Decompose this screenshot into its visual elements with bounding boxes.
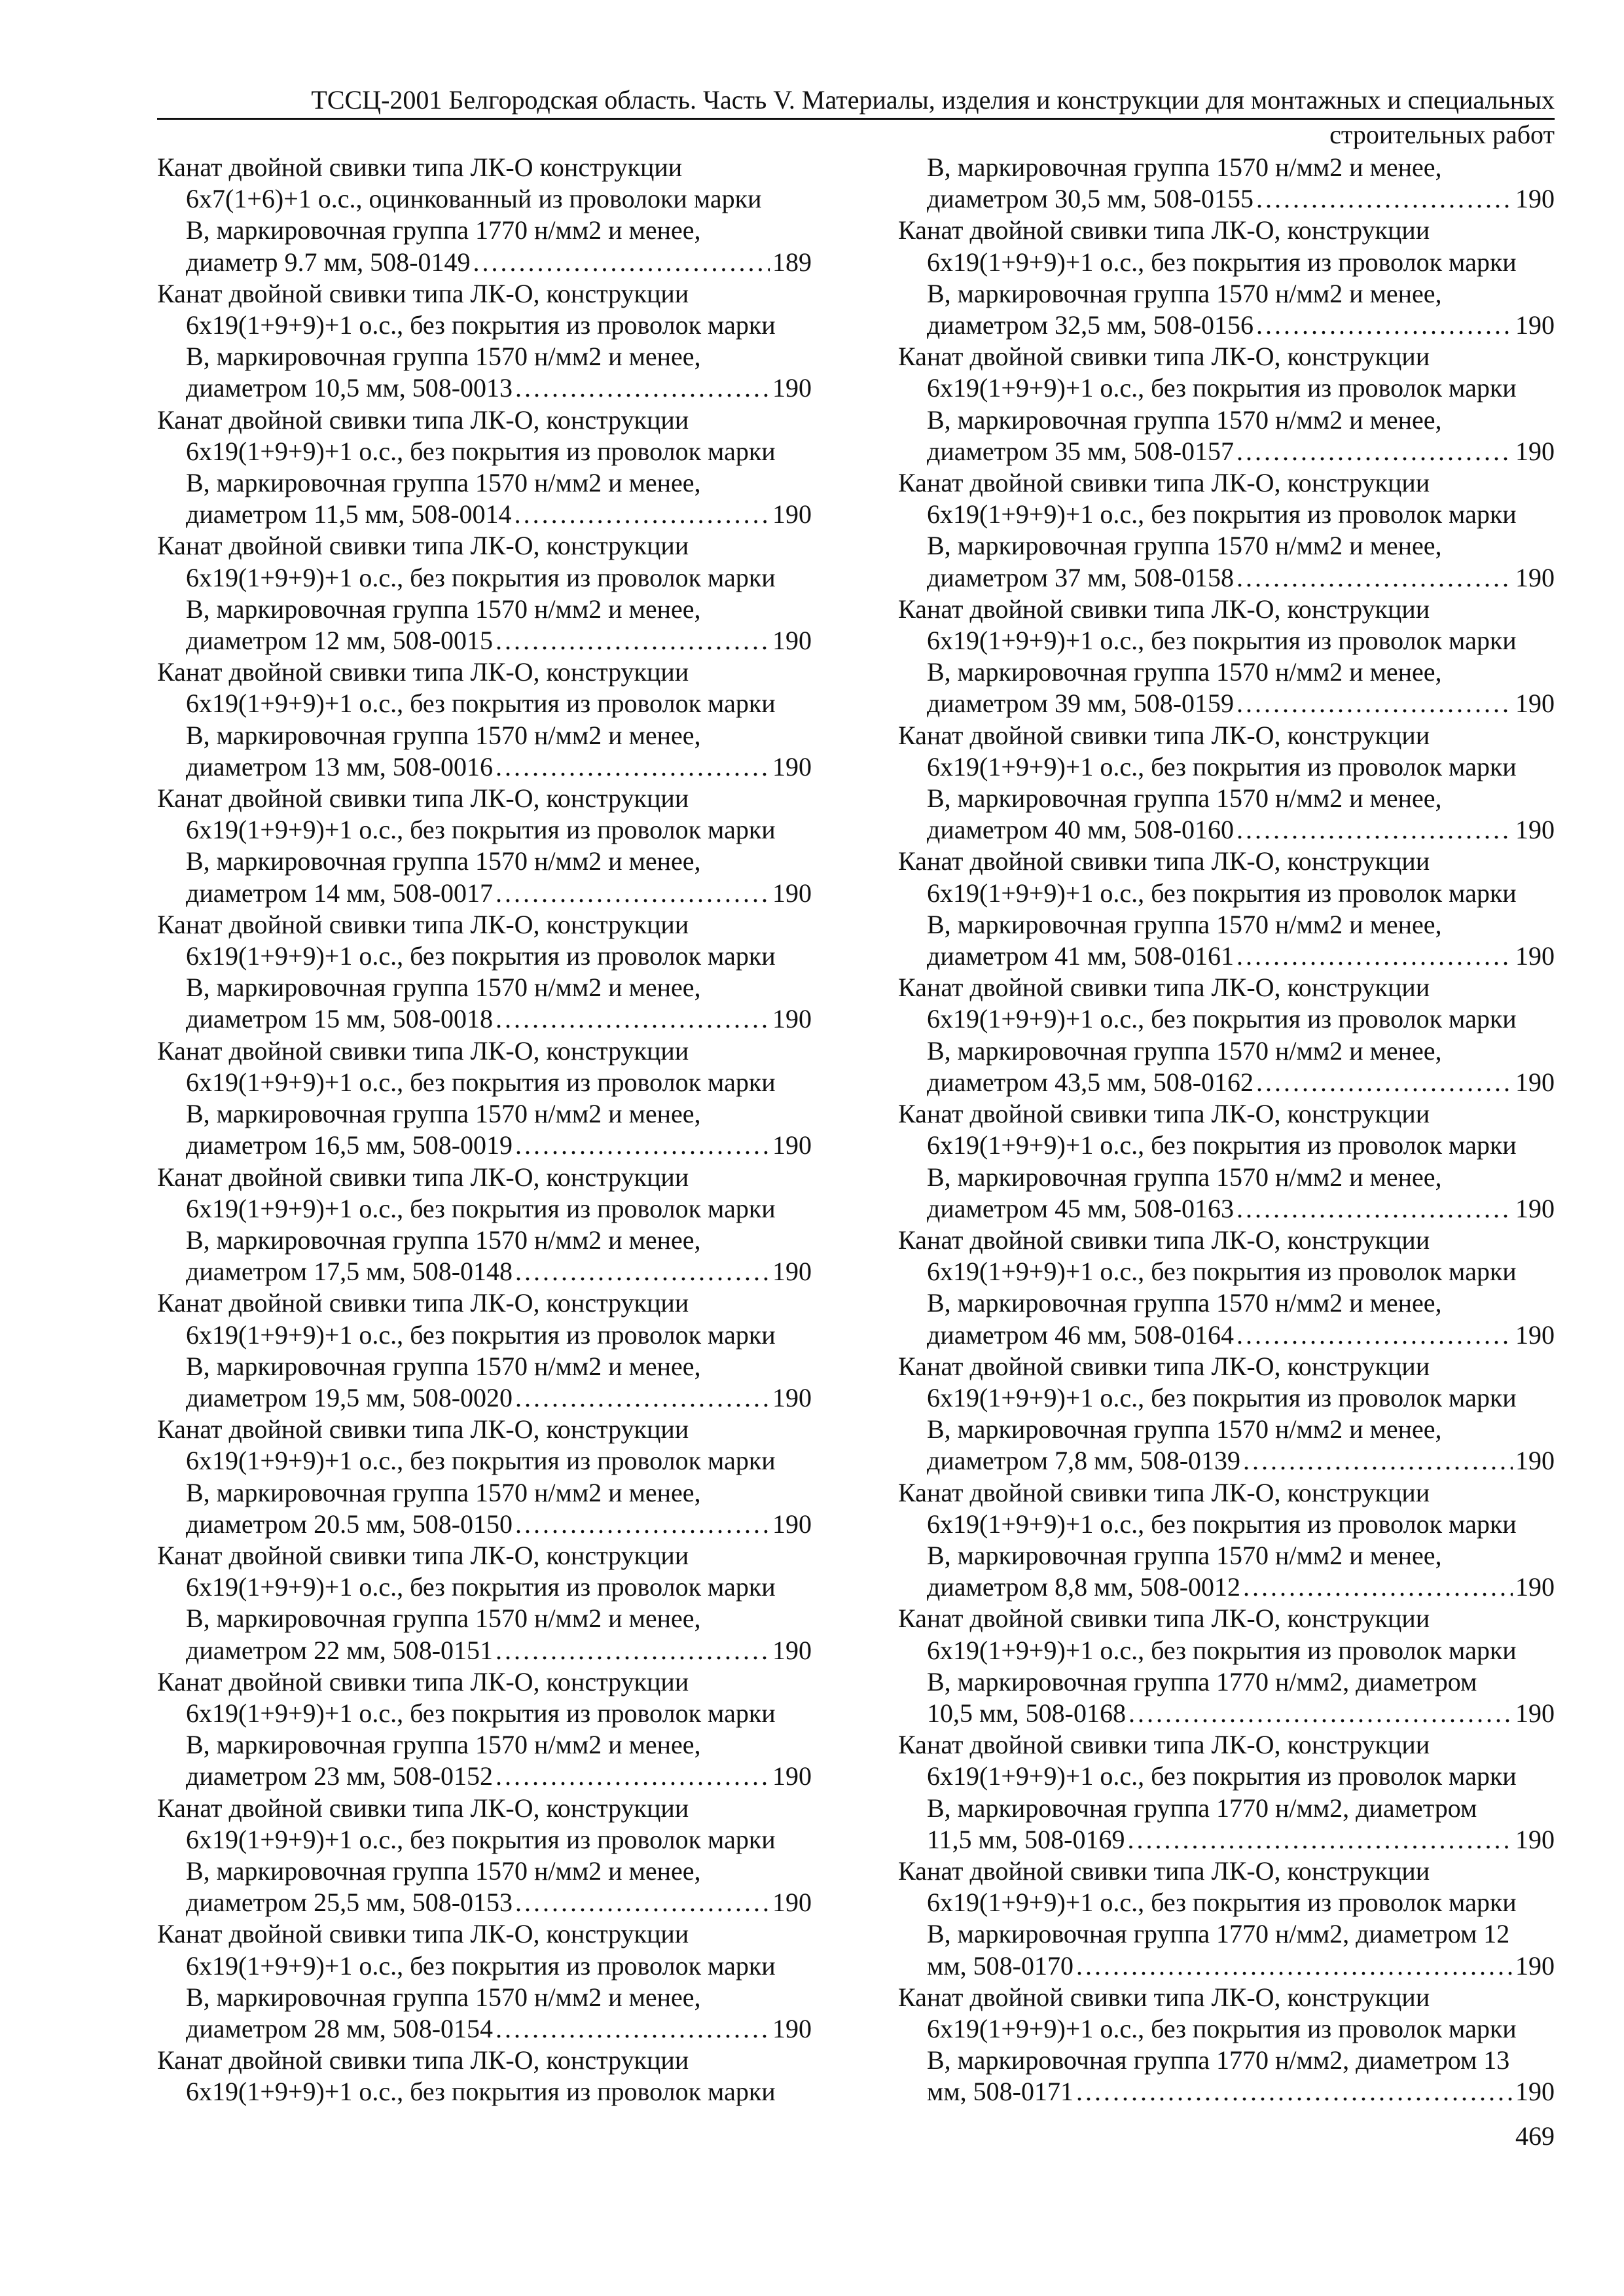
dot-leader: [496, 1761, 770, 1792]
dot-leader: [496, 625, 770, 656]
index-entry-tail-text: диаметром 16,5 мм, 508-0019: [186, 1130, 513, 1160]
index-column-right: [898, 152, 1555, 2108]
index-entry-first-line: Канат двойной свивки типа ЛК-О, конструкции: [157, 657, 689, 687]
header-title: ТССЦ-2001 Белгородская область. Часть V. Материалы, изделия и конструкции для монтажных и специальных: [311, 85, 1555, 115]
dot-leader: [514, 499, 770, 530]
index-entry-continuation-line: В, маркировочная группа 1770 н/мм2, диаметром: [927, 1666, 1477, 1696]
index-entry-tail-text: диаметром 20.5 мм, 508-0150: [186, 1509, 513, 1539]
index-entry-page-number: 190: [772, 499, 812, 529]
index-entry-reference-line: [157, 878, 812, 909]
index-entry-page-number: 190: [772, 1509, 812, 1539]
index-entry-continuation-line: 6х19(1+9+9)+1 о.с., без покрытия из проволок марки: [927, 247, 1517, 277]
index-entry-reference-line: [157, 1635, 812, 1666]
index-entry-continuation-line: 6х7(1+6)+1 о.с., оцинкованный из проволоки марки: [186, 184, 762, 214]
index-entry-continuation-line: 6х19(1+9+9)+1 о.с., без покрытия из проволок марки: [927, 1509, 1517, 1539]
index-entry-continuation-line: В, маркировочная группа 1570 н/мм2 и менее,: [927, 152, 1442, 182]
index-entry-tail-text: диаметр 9.7 мм, 508-0149: [186, 247, 471, 277]
index-entry-first-line: Канат двойной свивки типа ЛК-О, конструкции: [157, 278, 689, 308]
index-entry-reference-line: [898, 1824, 1555, 1856]
index-entry-continuation-line: 6х19(1+9+9)+1 о.с., без покрытия из проволок марки: [927, 1761, 1517, 1791]
index-entry-continuation-line: 6х19(1+9+9)+1 о.с., без покрытия из проволок марки: [927, 1382, 1517, 1412]
index-entry-page-number: 190: [1515, 1319, 1555, 1350]
index-entry-page-number: 190: [1515, 1950, 1555, 1981]
index-entry-page-number: 190: [1515, 310, 1555, 340]
index-entry-reference-line: [898, 688, 1555, 719]
dot-leader: [1076, 2076, 1513, 2108]
index-entry-first-line: Канат двойной свивки типа ЛК-О, конструкции: [898, 594, 1430, 624]
index-entry-tail-text: диаметром 13 мм, 508-0016: [186, 751, 494, 781]
dot-leader: [1243, 1445, 1513, 1477]
index-entry-continuation-line: 6х19(1+9+9)+1 о.с., без покрытия из проволок марки: [927, 751, 1517, 781]
index-entry-reference-line: [157, 372, 812, 404]
index-entry-first-line: Канат двойной свивки типа ЛК-О, конструкции: [898, 1225, 1430, 1255]
index-entry-first-line: Канат двойной свивки типа ЛК-О, конструкции: [157, 1919, 689, 1949]
index-entry-continuation-line: В, маркировочная группа 1570 н/мм2 и менее,: [186, 1099, 701, 1129]
index-entry-page-number: 190: [772, 878, 812, 908]
index-entry-continuation-line: В, маркировочная группа 1570 н/мм2 и менее,: [927, 278, 1442, 308]
index-entry-first-line: Канат двойной свивки типа ЛК-О, конструкции: [898, 1604, 1430, 1634]
index-entry-continuation-line: 6х19(1+9+9)+1 о.с., без покрытия из проволок марки: [927, 1004, 1517, 1034]
index-entry-reference-line: [898, 1067, 1555, 1098]
index-entry-tail-text: диаметром 25,5 мм, 508-0153: [186, 1888, 513, 1918]
index-entry-page-number: 190: [772, 1004, 812, 1034]
index-entry-continuation-line: 6х19(1+9+9)+1 о.с., без покрытия из проволок марки: [927, 2013, 1517, 2043]
dot-leader: [1127, 1824, 1513, 1856]
dot-leader: [1256, 183, 1513, 215]
index-entry-tail-text: диаметром 37 мм, 508-0158: [927, 562, 1235, 592]
index-entry-continuation-line: В, маркировочная группа 1570 н/мм2 и менее,: [927, 1035, 1442, 1066]
index-entry-continuation-line: 6х19(1+9+9)+1 о.с., без покрытия из проволок марки: [927, 626, 1517, 656]
index-entry-tail-text: диаметром 35 мм, 508-0157: [927, 436, 1235, 466]
index-entry-reference-line: [157, 1382, 812, 1414]
index-entry-continuation-line: 6х19(1+9+9)+1 о.с., без покрытия из проволок марки: [186, 941, 776, 971]
index-entry-continuation-line: В, маркировочная группа 1570 н/мм2 и менее,: [186, 720, 701, 750]
index-entry-continuation-line: В, маркировочная группа 1570 н/мм2 и менее,: [186, 468, 701, 498]
index-entry-page-number: 190: [772, 373, 812, 403]
dot-leader: [515, 1887, 770, 1918]
index-entry-tail-text: диаметром 12 мм, 508-0015: [186, 626, 494, 656]
index-entry-continuation-line: В, маркировочная группа 1570 н/мм2 и менее,: [927, 1162, 1442, 1192]
index-entry-page-number: 190: [1515, 562, 1555, 592]
index-entry-first-line: Канат двойной свивки типа ЛК-О, конструкции: [157, 531, 689, 561]
index-entry-first-line: Канат двойной свивки типа ЛК-О, конструкции: [898, 720, 1430, 750]
index-entry-first-line: Канат двойной свивки типа ЛК-О, конструкции: [898, 1351, 1430, 1381]
index-entry-first-line: Канат двойной свивки типа ЛК-О, конструкции: [157, 404, 689, 435]
index-entry-page-number: 190: [772, 1888, 812, 1918]
index-entry-reference-line: [898, 1950, 1555, 1982]
index-entry-page-number: 190: [772, 626, 812, 656]
index-entry-first-line: Канат двойной свивки типа ЛК-О, конструкции: [157, 1540, 689, 1570]
index-entry-page-number: 190: [772, 1635, 812, 1665]
index-entry-tail-text: 10,5 мм, 508-0168: [927, 1698, 1126, 1728]
dot-leader: [1236, 814, 1513, 846]
index-entry-reference-line: [157, 1130, 812, 1161]
index-entry-continuation-line: В, маркировочная группа 1570 н/мм2 и менее,: [927, 1414, 1442, 1444]
index-entry-continuation-line: 6х19(1+9+9)+1 о.с., без покрытия из проволок марки: [927, 1130, 1517, 1160]
running-header-continuation: [157, 120, 1555, 150]
index-entry-page-number: 190: [1515, 2077, 1555, 2107]
index-entry-page-number: 190: [1515, 815, 1555, 845]
index-entry-page-number: 190: [772, 1761, 812, 1791]
index-entry-continuation-line: 6х19(1+9+9)+1 о.с., без покрытия из проволок марки: [186, 1319, 776, 1350]
index-entry-reference-line: [157, 247, 812, 278]
index-entry-first-line: Канат двойной свивки типа ЛК-О, конструкции: [898, 1099, 1430, 1129]
index-entry-first-line: Канат двойной свивки типа ЛК-О, конструкции: [898, 1982, 1430, 2012]
index-entry-first-line: Канат двойной свивки типа ЛК-О, конструкции: [898, 468, 1430, 498]
index-entry-tail-text: диаметром 43,5 мм, 508-0162: [927, 1067, 1254, 1097]
index-entry-first-line: Канат двойной свивки типа ЛК-О, конструкции: [898, 846, 1430, 876]
index-entry-continuation-line: В, маркировочная группа 1770 н/мм2 и менее,: [186, 215, 701, 245]
index-entry-continuation-line: 6х19(1+9+9)+1 о.с., без покрытия из проволок марки: [186, 310, 776, 340]
index-entry-continuation-line: В, маркировочная группа 1570 н/мм2 и менее,: [186, 1351, 701, 1381]
dot-leader: [1236, 436, 1513, 467]
index-entry-reference-line: [898, 183, 1555, 215]
index-entry-continuation-line: В, маркировочная группа 1570 н/мм2 и менее,: [927, 1540, 1442, 1570]
index-entry-tail-text: диаметром 11,5 мм, 508-0014: [186, 499, 512, 529]
index-entry-tail-text: диаметром 23 мм, 508-0152: [186, 1761, 494, 1791]
index-entry-reference-line: [157, 625, 812, 656]
dot-leader: [496, 1003, 770, 1035]
index-entry-reference-line: [898, 814, 1555, 846]
index-entry-continuation-line: 6х19(1+9+9)+1 о.с., без покрытия из проволок марки: [927, 878, 1517, 908]
index-entry-reference-line: [898, 1445, 1555, 1477]
index-entry-continuation-line: В, маркировочная группа 1570 н/мм2 и менее,: [927, 404, 1442, 435]
index-entry-tail-text: диаметром 10,5 мм, 508-0013: [186, 373, 513, 403]
index-entry-continuation-line: В, маркировочная группа 1570 н/мм2 и менее,: [186, 846, 701, 876]
index-entry-tail-text: диаметром 39 мм, 508-0159: [927, 689, 1235, 719]
index-entry-page-number: 190: [1515, 1067, 1555, 1097]
index-entry-continuation-line: В, маркировочная группа 1570 н/мм2 и менее,: [186, 1477, 701, 1507]
index-entry-reference-line: [157, 2013, 812, 2045]
index-entry-page-number: 190: [1515, 1824, 1555, 1854]
index-entry-tail-text: диаметром 17,5 мм, 508-0148: [186, 1257, 513, 1287]
index-entry-reference-line: [157, 1509, 812, 1540]
index-entry-continuation-line: В, маркировочная группа 1570 н/мм2 и менее,: [927, 1288, 1442, 1318]
index-entry-first-line: Канат двойной свивки типа ЛК-О, конструкции: [157, 2045, 689, 2075]
dot-leader: [473, 247, 770, 278]
index-entry-reference-line: [157, 1887, 812, 1918]
index-entry-first-line: Канат двойной свивки типа ЛК-О конструкции: [157, 152, 683, 182]
index-entry-continuation-line: 6х19(1+9+9)+1 о.с., без покрытия из проволок марки: [927, 373, 1517, 403]
index-entry-page-number: 190: [772, 751, 812, 781]
index-entry-continuation-line: В, маркировочная группа 1570 н/мм2 и менее,: [186, 1604, 701, 1634]
index-entry-continuation-line: В, маркировочная группа 1770 н/мм2, диаметром 12: [927, 1919, 1510, 1949]
index-entry-first-line: Канат двойной свивки типа ЛК-О, конструкции: [157, 1162, 689, 1192]
index-entry-page-number: 190: [772, 1130, 812, 1160]
index-entry-continuation-line: В, маркировочная группа 1570 н/мм2 и менее,: [186, 1225, 701, 1255]
index-column-left: [157, 152, 812, 2108]
index-entry-tail-text: диаметром 30,5 мм, 508-0155: [927, 184, 1254, 214]
dot-leader: [1236, 1193, 1513, 1225]
index-entry-first-line: Канат двойной свивки типа ЛК-О, конструкции: [898, 1856, 1430, 1886]
index-entry-tail-text: диаметром 19,5 мм, 508-0020: [186, 1382, 513, 1412]
index-entry-continuation-line: 6х19(1+9+9)+1 о.с., без покрытия из проволок марки: [186, 1950, 776, 1981]
index-entry-continuation-line: В, маркировочная группа 1570 н/мм2 и менее,: [186, 1982, 701, 2012]
index-entry-continuation-line: 6х19(1+9+9)+1 о.с., без покрытия из проволок марки: [186, 436, 776, 466]
dot-leader: [515, 372, 770, 404]
index-entry-reference-line: [898, 1319, 1555, 1351]
index-entry-tail-text: диаметром 22 мм, 508-0151: [186, 1635, 494, 1665]
index-entry-continuation-line: В, маркировочная группа 1770 н/мм2, диаметром 13: [927, 2045, 1510, 2075]
dot-leader: [1076, 1950, 1513, 1982]
index-entry-reference-line: [898, 562, 1555, 594]
dot-leader: [496, 751, 770, 783]
index-entry-continuation-line: 6х19(1+9+9)+1 о.с., без покрытия из проволок марки: [927, 499, 1517, 529]
index-entry-continuation-line: В, маркировочная группа 1570 н/мм2 и менее,: [927, 783, 1442, 814]
index-entry-tail-text: диаметром 7,8 мм, 508-0139: [927, 1446, 1241, 1476]
index-entry-continuation-line: 6х19(1+9+9)+1 о.с., без покрытия из проволок марки: [186, 2077, 776, 2107]
index-entry-reference-line: [898, 310, 1555, 341]
index-entry-page-number: 190: [1515, 1193, 1555, 1223]
index-entry-continuation-line: В, маркировочная группа 1570 н/мм2 и менее,: [927, 657, 1442, 687]
index-entry-continuation-line: 6х19(1+9+9)+1 о.с., без покрытия из проволок марки: [186, 1698, 776, 1728]
header-title-continuation: строительных работ: [1329, 120, 1555, 149]
index-entry-continuation-line: В, маркировочная группа 1570 н/мм2 и менее,: [927, 909, 1442, 939]
index-entry-reference-line: [898, 941, 1555, 972]
index-entry-tail-text: диаметром 45 мм, 508-0163: [927, 1193, 1235, 1223]
dot-leader: [496, 878, 770, 909]
index-entry-page-number: 190: [772, 2013, 812, 2043]
index-entry-continuation-line: 6х19(1+9+9)+1 о.с., без покрытия из проволок марки: [186, 1446, 776, 1476]
index-entry-continuation-line: 6х19(1+9+9)+1 о.с., без покрытия из проволок марки: [186, 1067, 776, 1097]
running-header: [157, 85, 1555, 120]
index-entry-page-number: 190: [772, 1257, 812, 1287]
index-entry-tail-text: диаметром 15 мм, 508-0018: [186, 1004, 494, 1034]
index-entry-first-line: Канат двойной свивки типа ЛК-О, конструкции: [157, 1288, 689, 1318]
index-entry-first-line: Канат двойной свивки типа ЛК-О, конструкции: [898, 1477, 1430, 1507]
index-entry-continuation-line: В, маркировочная группа 1770 н/мм2, диаметром: [927, 1793, 1477, 1823]
dot-leader: [515, 1382, 770, 1414]
index-entry-tail-text: диаметром 28 мм, 508-0154: [186, 2013, 494, 2043]
index-entry-reference-line: [157, 1256, 812, 1287]
index-entry-reference-line: [898, 1571, 1555, 1603]
index-entry-continuation-line: В, маркировочная группа 1570 н/мм2 и менее,: [186, 1730, 701, 1760]
index-entry-reference-line: [898, 1698, 1555, 1729]
dot-leader: [1236, 562, 1513, 594]
index-entry-page-number: 190: [1515, 1698, 1555, 1728]
index-entry-continuation-line: В, маркировочная группа 1570 н/мм2 и менее,: [186, 973, 701, 1003]
index-entry-first-line: Канат двойной свивки типа ЛК-О, конструкции: [157, 1035, 689, 1066]
dot-leader: [1236, 941, 1513, 972]
dot-leader: [1236, 1319, 1513, 1351]
index-entry-page-number: 190: [1515, 436, 1555, 466]
dot-leader: [1243, 1571, 1513, 1603]
dot-leader: [1256, 1067, 1513, 1098]
dot-leader: [496, 1635, 770, 1666]
index-entry-tail-text: 11,5 мм, 508-0169: [927, 1824, 1125, 1854]
page-number: 469: [1515, 2121, 1555, 2151]
index-entry-tail-text: диаметром 41 мм, 508-0161: [927, 941, 1235, 971]
index-entry-page-number: 189: [772, 247, 812, 277]
index-entry-continuation-line: 6х19(1+9+9)+1 о.с., без покрытия из проволок марки: [186, 1824, 776, 1854]
index-entry-first-line: Канат двойной свивки типа ЛК-О, конструкции: [157, 783, 689, 814]
index-entry-page-number: 190: [1515, 1446, 1555, 1476]
index-entry-tail-text: мм, 508-0170: [927, 1950, 1074, 1981]
index-entry-page-number: 190: [1515, 184, 1555, 214]
index-entry-first-line: Канат двойной свивки типа ЛК-О, конструкции: [157, 1666, 689, 1696]
index-entry-continuation-line: 6х19(1+9+9)+1 о.с., без покрытия из проволок марки: [186, 1572, 776, 1602]
index-entry-first-line: Канат двойной свивки типа ЛК-О, конструкции: [898, 973, 1430, 1003]
index-entry-tail-text: диаметром 8,8 мм, 508-0012: [927, 1572, 1241, 1602]
dot-leader: [515, 1130, 770, 1161]
index-entry-page-number: 190: [1515, 689, 1555, 719]
index-entry-reference-line: [898, 1193, 1555, 1225]
index-entry-first-line: Канат двойной свивки типа ЛК-О, конструкции: [157, 1793, 689, 1823]
index-entry-reference-line: [157, 751, 812, 783]
index-entry-continuation-line: 6х19(1+9+9)+1 о.с., без покрытия из проволок марки: [927, 1257, 1517, 1287]
index-entry-first-line: Канат двойной свивки типа ЛК-О, конструкции: [898, 215, 1430, 245]
index-entry-first-line: Канат двойной свивки типа ЛК-О, конструкции: [157, 1414, 689, 1444]
index-entry-continuation-line: 6х19(1+9+9)+1 о.с., без покрытия из проволок марки: [186, 815, 776, 845]
index-entry-continuation-line: 6х19(1+9+9)+1 о.с., без покрытия из проволок марки: [927, 1635, 1517, 1665]
dot-leader: [496, 2013, 770, 2045]
index-entry-reference-line: [898, 2076, 1555, 2108]
index-entry-first-line: Канат двойной свивки типа ЛК-О, конструкции: [898, 1730, 1430, 1760]
index-entry-reference-line: [157, 499, 812, 530]
index-entry-tail-text: диаметром 32,5 мм, 508-0156: [927, 310, 1254, 340]
index-entry-tail-text: диаметром 40 мм, 508-0160: [927, 815, 1235, 845]
index-entry-tail-text: диаметром 46 мм, 508-0164: [927, 1319, 1235, 1350]
dot-leader: [515, 1509, 770, 1540]
index-entry-page-number: 190: [1515, 941, 1555, 971]
index-entry-reference-line: [157, 1003, 812, 1035]
dot-leader: [515, 1256, 770, 1287]
index-entry-continuation-line: 6х19(1+9+9)+1 о.с., без покрытия из проволок марки: [927, 1888, 1517, 1918]
index-entry-tail-text: мм, 508-0171: [927, 2077, 1074, 2107]
index-entry-reference-line: [898, 436, 1555, 467]
dot-leader: [1236, 688, 1513, 719]
index-entry-continuation-line: В, маркировочная группа 1570 н/мм2 и менее,: [186, 594, 701, 624]
index-entry-page-number: 190: [772, 1382, 812, 1412]
dot-leader: [1256, 310, 1513, 341]
index-entry-continuation-line: 6х19(1+9+9)+1 о.с., без покрытия из проволок марки: [186, 689, 776, 719]
index-entry-continuation-line: В, маркировочная группа 1570 н/мм2 и менее,: [186, 342, 701, 372]
index-entry-reference-line: [157, 1761, 812, 1792]
index-entry-tail-text: диаметром 14 мм, 508-0017: [186, 878, 494, 908]
index-entry-continuation-line: В, маркировочная группа 1570 н/мм2 и менее,: [186, 1856, 701, 1886]
index-entry-continuation-line: 6х19(1+9+9)+1 о.с., без покрытия из проволок марки: [186, 1193, 776, 1223]
index-entry-first-line: Канат двойной свивки типа ЛК-О, конструкции: [898, 342, 1430, 372]
index-entry-first-line: Канат двойной свивки типа ЛК-О, конструкции: [157, 909, 689, 939]
index-entry-page-number: 190: [1515, 1572, 1555, 1602]
index-entry-continuation-line: В, маркировочная группа 1570 н/мм2 и менее,: [927, 531, 1442, 561]
index-entry-continuation-line: 6х19(1+9+9)+1 о.с., без покрытия из проволок марки: [186, 562, 776, 592]
dot-leader: [1128, 1698, 1513, 1729]
